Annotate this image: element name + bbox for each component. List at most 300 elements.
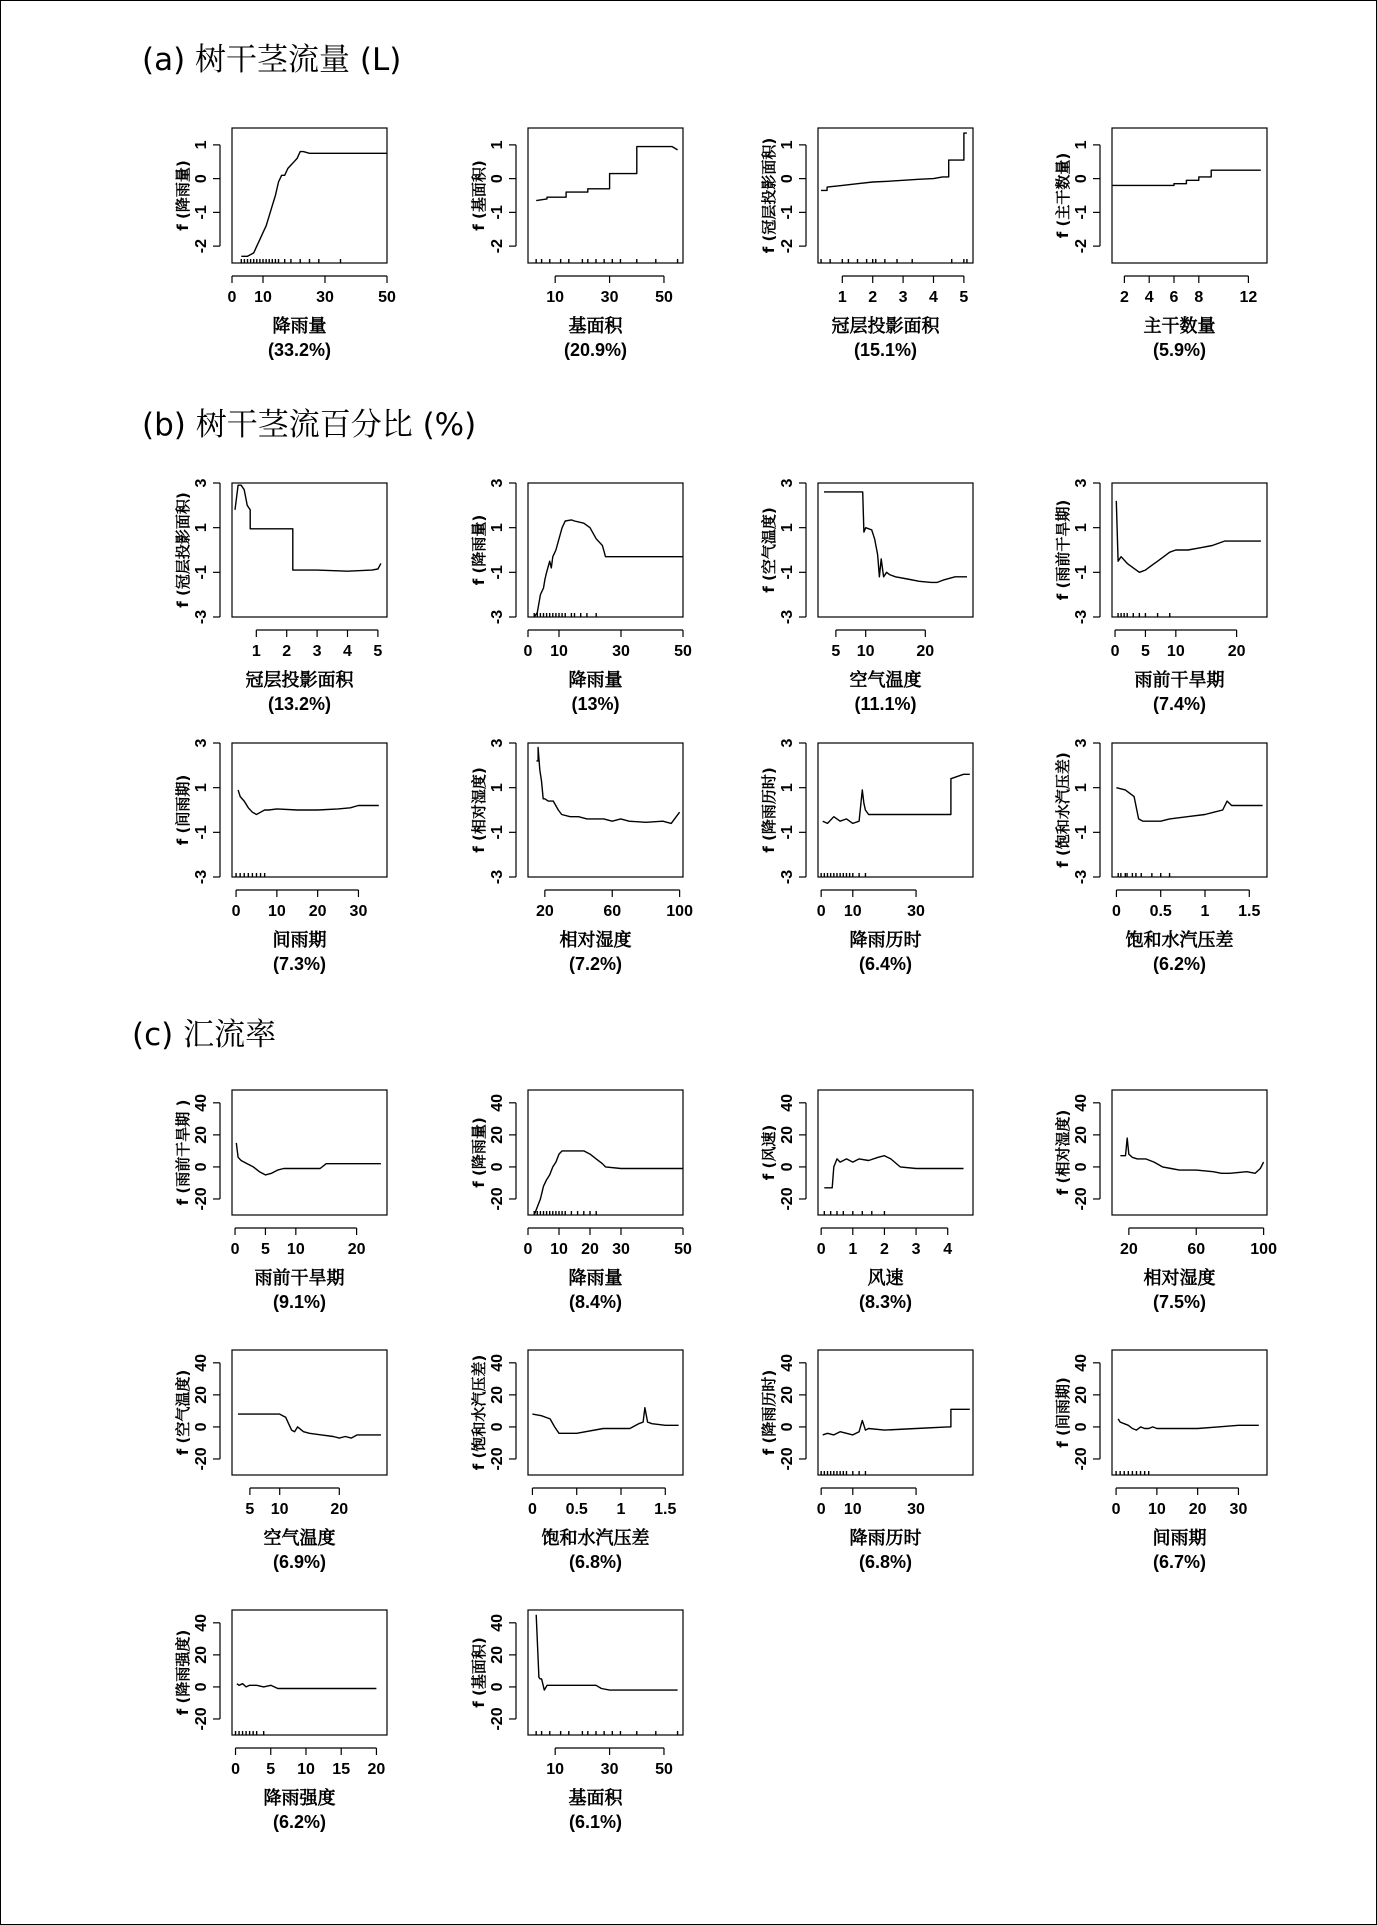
plot-box bbox=[818, 1350, 973, 1475]
series-line bbox=[238, 790, 379, 815]
x-tick-label: 12 bbox=[1239, 289, 1258, 306]
x-axis-label: 空气温度 bbox=[849, 670, 922, 691]
x-tick-label: 50 bbox=[674, 643, 692, 660]
y-tick-label: -3 bbox=[779, 609, 796, 625]
panel-16 bbox=[1054, 1090, 1277, 1312]
y-tick-label: 0 bbox=[779, 1422, 796, 1432]
panel-22 bbox=[470, 1610, 683, 1832]
importance-label: (6.7%) bbox=[1152, 1552, 1207, 1572]
series-line bbox=[1116, 788, 1262, 822]
panel-4 bbox=[1054, 128, 1267, 360]
x-axis-label: 降雨强度 bbox=[263, 1788, 336, 1809]
x-tick-label: 0 bbox=[231, 1761, 240, 1778]
plot-box bbox=[1112, 1090, 1267, 1215]
y-tick-label: 20 bbox=[489, 1125, 506, 1144]
x-tick-label: 4 bbox=[1144, 289, 1154, 306]
y-tick-label: 3 bbox=[1073, 738, 1090, 748]
x-tick-label: 30 bbox=[316, 289, 334, 306]
y-axis-label: f (间雨期) bbox=[174, 774, 192, 846]
importance-label: (6.2%) bbox=[1152, 954, 1207, 974]
plot-box bbox=[528, 128, 683, 263]
y-tick-label: -2 bbox=[779, 239, 796, 254]
importance-label: (13.2%) bbox=[267, 694, 332, 714]
series-line bbox=[1120, 1138, 1263, 1173]
x-tick-label: 3 bbox=[898, 289, 908, 306]
x-tick-label: 20 bbox=[330, 1501, 349, 1518]
plot-box bbox=[528, 743, 683, 877]
series-line bbox=[1112, 170, 1261, 185]
section-title-a: (a) 树干茎流量 (L) bbox=[142, 42, 402, 78]
y-tick-label: 1 bbox=[489, 140, 506, 150]
x-tick-label: 4 bbox=[929, 289, 938, 306]
y-axis-label: f (空气温度) bbox=[174, 1369, 192, 1456]
y-tick-label: -1 bbox=[1073, 825, 1090, 840]
y-tick-label: 40 bbox=[1073, 1353, 1090, 1372]
y-tick-label: 0 bbox=[193, 1162, 210, 1172]
y-tick-label: 0 bbox=[489, 1682, 506, 1692]
importance-label: (7.3%) bbox=[272, 954, 327, 974]
y-tick-label: 1 bbox=[193, 523, 210, 533]
y-tick-label: 0 bbox=[489, 1422, 506, 1432]
y-tick-label: 0 bbox=[193, 174, 210, 184]
y-tick-label: -1 bbox=[489, 565, 506, 580]
y-axis-label: f (风速) bbox=[760, 1124, 778, 1181]
panel-2 bbox=[470, 128, 683, 360]
y-axis-label: f (降雨历时) bbox=[760, 767, 778, 853]
series-line bbox=[824, 1156, 963, 1188]
x-tick-label: 60 bbox=[603, 903, 622, 920]
series-line bbox=[241, 152, 387, 257]
x-tick-label: 5 bbox=[266, 1761, 276, 1778]
x-tick-label: 30 bbox=[600, 1761, 619, 1778]
y-tick-label: 40 bbox=[193, 1613, 210, 1632]
x-axis-label: 相对湿度 bbox=[1143, 1268, 1216, 1289]
y-tick-label: 1 bbox=[193, 783, 210, 793]
x-axis-label: 主干数量 bbox=[1143, 316, 1216, 337]
x-tick-label: 50 bbox=[378, 289, 396, 306]
x-tick-label: 6 bbox=[1169, 289, 1179, 306]
y-axis-label: f (降雨量) bbox=[470, 514, 488, 586]
y-tick-label: 3 bbox=[1073, 478, 1090, 488]
y-axis-label: f (饱和水汽压差) bbox=[470, 1354, 488, 1471]
y-tick-label: 3 bbox=[779, 738, 796, 748]
y-tick-label: 40 bbox=[779, 1353, 796, 1372]
y-tick-label: 1 bbox=[1073, 523, 1090, 533]
x-axis-label: 饱和水汽压差 bbox=[1125, 930, 1234, 951]
x-tick-label: 30 bbox=[612, 1241, 630, 1258]
y-axis-label: f (主干数量) bbox=[1054, 152, 1072, 239]
series-line bbox=[532, 1408, 678, 1434]
importance-label: (7.2%) bbox=[568, 954, 623, 974]
x-tick-label: 30 bbox=[612, 643, 630, 660]
y-tick-label: -20 bbox=[779, 1447, 796, 1471]
x-tick-label: 15 bbox=[332, 1761, 351, 1778]
x-axis-label: 冠层投影面积 bbox=[831, 316, 940, 337]
panel-1 bbox=[174, 128, 396, 360]
x-tick-label: 4 bbox=[343, 643, 352, 660]
plot-box bbox=[232, 1350, 387, 1475]
x-tick-label: 0 bbox=[1110, 643, 1120, 660]
y-tick-label: 1 bbox=[779, 783, 796, 793]
y-axis-label: f (降雨量) bbox=[470, 1117, 488, 1188]
y-axis-label: f (雨前干旱期) bbox=[1054, 499, 1072, 601]
importance-label: (7.4%) bbox=[1152, 694, 1207, 714]
x-tick-label: 1 bbox=[616, 1501, 626, 1518]
x-tick-label: 1 bbox=[837, 289, 847, 306]
plot-box bbox=[1112, 1350, 1267, 1475]
importance-label: (8.4%) bbox=[568, 1292, 623, 1312]
y-axis-label: f (相对湿度) bbox=[470, 767, 488, 853]
x-tick-label: 30 bbox=[907, 903, 925, 920]
panel-5 bbox=[174, 478, 387, 714]
series-line bbox=[534, 520, 683, 617]
x-tick-label: 8 bbox=[1194, 289, 1204, 306]
y-tick-label: 3 bbox=[779, 478, 796, 488]
x-tick-label: 1.5 bbox=[1238, 903, 1261, 920]
x-tick-label: 0 bbox=[816, 1241, 826, 1258]
y-tick-label: 20 bbox=[193, 1125, 210, 1144]
importance-label: (6.1%) bbox=[568, 1812, 623, 1832]
panel-19 bbox=[760, 1350, 973, 1572]
y-tick-label: -1 bbox=[779, 205, 796, 220]
x-tick-label: 10 bbox=[550, 1241, 568, 1258]
y-tick-label: 3 bbox=[193, 478, 210, 488]
x-axis-label: 空气温度 bbox=[263, 1528, 336, 1549]
x-tick-label: 30 bbox=[349, 903, 368, 920]
y-tick-label: 40 bbox=[1073, 1093, 1090, 1112]
panel-6 bbox=[470, 478, 692, 714]
y-tick-label: 0 bbox=[1073, 174, 1090, 184]
x-tick-label: 0 bbox=[231, 903, 241, 920]
y-axis-label: f (饱和水汽压差) bbox=[1054, 752, 1072, 868]
y-axis-label: f (相对湿度) bbox=[1054, 1109, 1072, 1196]
series-line bbox=[236, 1143, 381, 1175]
series-line bbox=[823, 1409, 970, 1435]
importance-label: (6.4%) bbox=[858, 954, 913, 974]
x-tick-label: 10 bbox=[546, 289, 565, 306]
x-axis-label: 降雨历时 bbox=[849, 1528, 922, 1549]
y-tick-label: -1 bbox=[1073, 205, 1090, 220]
y-tick-label: -3 bbox=[489, 609, 506, 625]
y-axis-label: f (基面积) bbox=[470, 160, 488, 231]
y-tick-label: 0 bbox=[489, 1162, 506, 1172]
panel-12 bbox=[1054, 738, 1267, 974]
x-tick-label: 0 bbox=[230, 1241, 240, 1258]
panel-3 bbox=[760, 128, 973, 360]
plot-box bbox=[1112, 128, 1267, 263]
plot-box bbox=[232, 483, 387, 617]
x-axis-label: 降雨历时 bbox=[849, 930, 922, 951]
importance-label: (9.1%) bbox=[272, 1292, 327, 1312]
y-tick-label: 40 bbox=[489, 1613, 506, 1632]
series-line bbox=[821, 133, 967, 190]
y-tick-label: 1 bbox=[1073, 140, 1090, 150]
importance-label: (20.9%) bbox=[563, 340, 628, 360]
y-tick-label: -1 bbox=[193, 205, 210, 220]
y-tick-label: 20 bbox=[489, 1385, 506, 1404]
plot-box bbox=[528, 483, 683, 617]
plot-box bbox=[528, 1610, 683, 1735]
x-tick-label: 20 bbox=[916, 643, 935, 660]
x-tick-label: 20 bbox=[535, 903, 554, 920]
y-tick-label: -20 bbox=[193, 1707, 210, 1731]
y-axis-label: f (雨前干旱期 ) bbox=[174, 1099, 192, 1206]
y-tick-label: -1 bbox=[489, 825, 506, 840]
x-tick-label: 10 bbox=[1147, 1501, 1166, 1518]
y-tick-label: -2 bbox=[489, 239, 506, 254]
x-tick-label: 30 bbox=[907, 1501, 925, 1518]
y-tick-label: -20 bbox=[489, 1447, 506, 1471]
x-tick-label: 100 bbox=[1250, 1241, 1277, 1258]
series-line bbox=[824, 492, 967, 583]
x-tick-label: 0 bbox=[527, 1501, 537, 1518]
x-tick-label: 20 bbox=[1119, 1241, 1138, 1258]
series-line bbox=[536, 1615, 677, 1690]
panel-9 bbox=[174, 738, 387, 974]
x-tick-label: 20 bbox=[1227, 643, 1246, 660]
y-tick-label: 1 bbox=[193, 140, 210, 150]
section-title-b: (b) 树干茎流百分比 (%) bbox=[142, 407, 477, 443]
x-tick-label: 20 bbox=[347, 1241, 366, 1258]
importance-label: (13%) bbox=[571, 694, 620, 714]
series-line bbox=[536, 748, 679, 824]
y-tick-label: -20 bbox=[779, 1187, 796, 1211]
panel-20 bbox=[1054, 1350, 1267, 1572]
x-axis-label: 基面积 bbox=[568, 316, 623, 337]
y-tick-label: 3 bbox=[489, 738, 506, 748]
y-axis-label: f (降雨量) bbox=[174, 160, 192, 231]
y-tick-label: 0 bbox=[779, 1162, 796, 1172]
x-tick-label: 2 bbox=[1119, 289, 1129, 306]
x-tick-label: 5 bbox=[831, 643, 841, 660]
x-tick-label: 0 bbox=[227, 289, 237, 306]
x-tick-label: 1 bbox=[848, 1241, 858, 1258]
series-line bbox=[823, 774, 970, 823]
x-axis-label: 雨前干旱期 bbox=[1134, 670, 1225, 691]
x-tick-label: 0 bbox=[816, 1501, 826, 1518]
y-tick-label: -2 bbox=[1073, 239, 1090, 254]
x-tick-label: 10 bbox=[856, 643, 875, 660]
panel-10 bbox=[470, 738, 693, 974]
x-tick-label: 100 bbox=[666, 903, 693, 920]
plot-box bbox=[232, 1090, 387, 1215]
panel-11 bbox=[760, 738, 973, 974]
x-axis-label: 风速 bbox=[867, 1268, 904, 1289]
x-tick-label: 10 bbox=[550, 643, 568, 660]
x-tick-label: 5 bbox=[245, 1501, 255, 1518]
panel-14 bbox=[470, 1090, 692, 1312]
series-line bbox=[235, 485, 381, 571]
y-tick-label: -20 bbox=[1073, 1187, 1090, 1211]
y-tick-label: -20 bbox=[489, 1187, 506, 1211]
plot-box bbox=[818, 128, 973, 263]
y-tick-label: -3 bbox=[489, 869, 506, 885]
y-tick-label: -2 bbox=[193, 239, 210, 254]
x-axis-label: 降雨量 bbox=[568, 1268, 623, 1289]
x-tick-label: 10 bbox=[297, 1761, 315, 1778]
y-tick-label: -20 bbox=[193, 1447, 210, 1471]
importance-label: (6.8%) bbox=[858, 1552, 913, 1572]
panel-15 bbox=[760, 1090, 973, 1312]
y-tick-label: -1 bbox=[779, 565, 796, 580]
x-axis-label: 相对湿度 bbox=[559, 930, 632, 951]
y-axis-label: f (基面积) bbox=[470, 1637, 488, 1708]
x-tick-label: 10 bbox=[254, 289, 272, 306]
x-axis-label: 饱和水汽压差 bbox=[541, 1528, 650, 1549]
panel-21 bbox=[174, 1610, 387, 1832]
importance-label: (5.9%) bbox=[1152, 340, 1207, 360]
y-tick-label: 40 bbox=[489, 1093, 506, 1112]
y-tick-label: 20 bbox=[779, 1385, 796, 1404]
x-axis-label: 降雨量 bbox=[272, 316, 327, 337]
x-tick-label: 20 bbox=[581, 1241, 599, 1258]
x-tick-label: 1 bbox=[251, 643, 261, 660]
y-tick-label: -3 bbox=[1073, 609, 1090, 625]
importance-label: (15.1%) bbox=[853, 340, 918, 360]
x-axis-label: 间雨期 bbox=[272, 930, 327, 951]
x-axis-label: 冠层投影面积 bbox=[245, 670, 354, 691]
x-tick-label: 0 bbox=[1111, 1501, 1121, 1518]
plot-box bbox=[528, 1090, 683, 1215]
y-tick-label: 20 bbox=[1073, 1385, 1090, 1404]
series-line bbox=[536, 147, 677, 201]
x-tick-label: 4 bbox=[943, 1241, 953, 1258]
importance-label: (7.5%) bbox=[1152, 1292, 1207, 1312]
x-tick-label: 0.5 bbox=[565, 1501, 588, 1518]
plot-box bbox=[232, 128, 387, 263]
series-line bbox=[238, 1414, 381, 1438]
y-tick-label: 20 bbox=[1073, 1125, 1090, 1144]
x-axis-label: 降雨量 bbox=[568, 670, 623, 691]
x-tick-label: 2 bbox=[282, 643, 292, 660]
y-tick-label: -1 bbox=[193, 565, 210, 580]
y-tick-label: 0 bbox=[779, 174, 796, 184]
y-tick-label: -20 bbox=[193, 1187, 210, 1211]
y-tick-label: 40 bbox=[779, 1093, 796, 1112]
panel-17 bbox=[174, 1350, 387, 1572]
y-tick-label: 0 bbox=[193, 1682, 210, 1692]
y-tick-label: -20 bbox=[1073, 1447, 1090, 1471]
plot-box bbox=[818, 483, 973, 617]
x-axis-label: 间雨期 bbox=[1152, 1528, 1207, 1549]
y-tick-label: -1 bbox=[193, 825, 210, 840]
y-tick-label: 3 bbox=[193, 738, 210, 748]
x-tick-label: 30 bbox=[1229, 1501, 1248, 1518]
panel-13 bbox=[174, 1090, 387, 1312]
series-line bbox=[1116, 501, 1261, 572]
plot-box bbox=[1112, 743, 1267, 877]
x-tick-label: 10 bbox=[286, 1241, 305, 1258]
importance-label: (6.2%) bbox=[272, 1812, 327, 1832]
y-tick-label: 20 bbox=[779, 1125, 796, 1144]
y-tick-label: 0 bbox=[489, 174, 506, 184]
x-tick-label: 30 bbox=[600, 289, 619, 306]
y-tick-label: -3 bbox=[193, 609, 210, 625]
x-tick-label: 50 bbox=[655, 1761, 673, 1778]
x-tick-label: 10 bbox=[843, 903, 862, 920]
y-tick-label: 0 bbox=[193, 1422, 210, 1432]
y-tick-label: 1 bbox=[1073, 783, 1090, 793]
y-tick-label: 3 bbox=[489, 478, 506, 488]
y-tick-label: 1 bbox=[779, 523, 796, 533]
x-tick-label: 0 bbox=[523, 1241, 533, 1258]
x-tick-label: 5 bbox=[260, 1241, 270, 1258]
x-axis-label: 基面积 bbox=[568, 1788, 623, 1809]
x-axis-label: 雨前干旱期 bbox=[254, 1268, 345, 1289]
section-title-c: (c) 汇流率 bbox=[132, 1017, 277, 1053]
x-tick-label: 10 bbox=[267, 903, 286, 920]
y-tick-label: 1 bbox=[779, 140, 796, 150]
x-tick-label: 10 bbox=[270, 1501, 289, 1518]
x-tick-label: 1 bbox=[1200, 903, 1210, 920]
y-tick-label: -1 bbox=[1073, 565, 1090, 580]
plot-box bbox=[528, 1350, 683, 1475]
y-axis-label: f (冠层投影面积) bbox=[174, 492, 192, 608]
x-tick-label: 5 bbox=[959, 289, 969, 306]
y-tick-label: 20 bbox=[193, 1645, 210, 1664]
x-tick-label: 10 bbox=[843, 1501, 862, 1518]
x-tick-label: 3 bbox=[911, 1241, 921, 1258]
y-tick-label: -3 bbox=[779, 869, 796, 885]
series-line bbox=[534, 1151, 683, 1215]
y-tick-label: 20 bbox=[193, 1385, 210, 1404]
x-tick-label: 0 bbox=[1111, 903, 1121, 920]
x-tick-label: 2 bbox=[879, 1241, 889, 1258]
x-tick-label: 10 bbox=[1166, 643, 1185, 660]
y-tick-label: -1 bbox=[779, 825, 796, 840]
y-tick-label: 0 bbox=[1073, 1162, 1090, 1172]
x-tick-label: 0.5 bbox=[1149, 903, 1172, 920]
y-tick-label: 0 bbox=[1073, 1422, 1090, 1432]
x-tick-label: 60 bbox=[1187, 1241, 1206, 1258]
y-tick-label: 40 bbox=[193, 1353, 210, 1372]
x-tick-label: 20 bbox=[367, 1761, 386, 1778]
y-axis-label: f (冠层投影面积) bbox=[760, 137, 778, 254]
panel-7 bbox=[760, 478, 973, 714]
y-axis-label: f (降雨强度) bbox=[174, 1629, 192, 1716]
plot-box bbox=[818, 743, 973, 877]
series-line bbox=[1118, 1419, 1259, 1430]
panel-8 bbox=[1054, 478, 1267, 714]
plot-box bbox=[232, 1610, 387, 1735]
panel-18 bbox=[470, 1350, 683, 1572]
y-tick-label: 1 bbox=[489, 523, 506, 533]
x-tick-label: 0 bbox=[523, 643, 533, 660]
y-tick-label: 20 bbox=[489, 1645, 506, 1664]
x-tick-label: 10 bbox=[546, 1761, 565, 1778]
importance-label: (11.1%) bbox=[854, 694, 917, 714]
y-axis-label: f (间雨期) bbox=[1054, 1377, 1072, 1448]
importance-label: (6.8%) bbox=[568, 1552, 623, 1572]
y-axis-label: f (空气温度) bbox=[760, 507, 778, 593]
y-tick-label: -1 bbox=[489, 205, 506, 220]
x-tick-label: 5 bbox=[1140, 643, 1150, 660]
y-axis-label: f (降雨历时) bbox=[760, 1369, 778, 1456]
x-tick-label: 20 bbox=[308, 903, 327, 920]
y-tick-label: 1 bbox=[489, 783, 506, 793]
x-tick-label: 0 bbox=[816, 903, 826, 920]
importance-label: (8.3%) bbox=[858, 1292, 913, 1312]
x-tick-label: 20 bbox=[1188, 1501, 1207, 1518]
x-tick-label: 5 bbox=[373, 643, 383, 660]
x-tick-label: 1.5 bbox=[654, 1501, 677, 1518]
y-tick-label: -3 bbox=[193, 869, 210, 885]
x-tick-label: 50 bbox=[655, 289, 673, 306]
x-tick-label: 50 bbox=[674, 1241, 692, 1258]
series-line bbox=[237, 1684, 377, 1689]
importance-label: (6.9%) bbox=[272, 1552, 327, 1572]
importance-label: (33.2%) bbox=[267, 340, 332, 360]
